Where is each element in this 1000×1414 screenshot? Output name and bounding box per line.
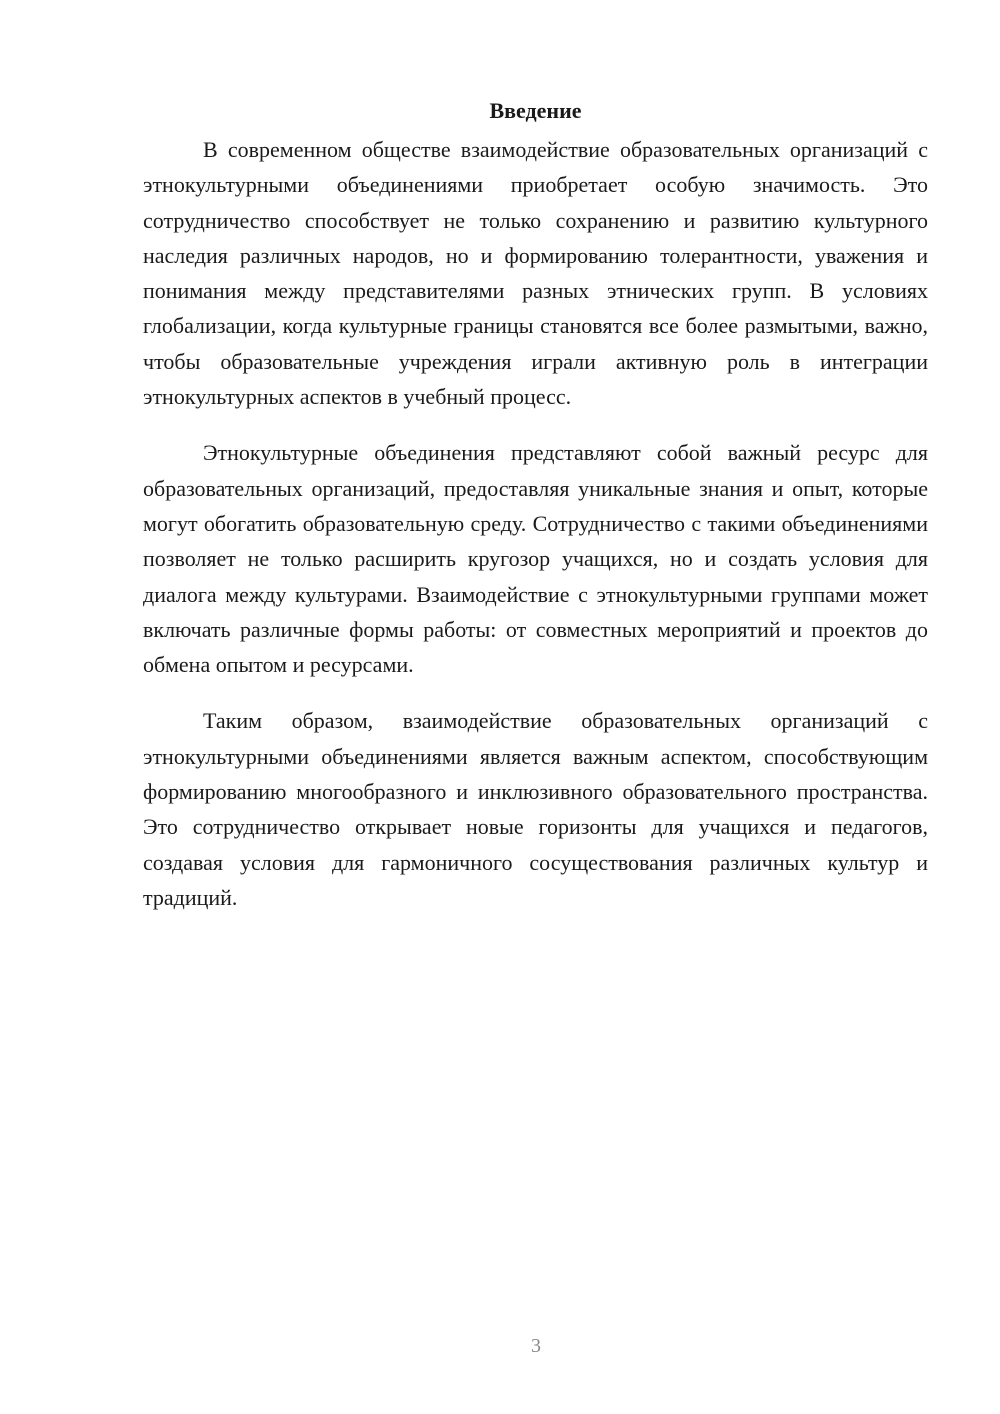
paragraph-1: В современном обществе взаимодействие образовательных организаций с этнокультурными объединениями приобретает особую значимость. Это сотрудничество способствует не только сохранению и развитию культурного наследия различных народов, но и формированию толерантности, уважения и понимания между представителями разных этнических групп. В условиях глобализации, когда культурные границы становятся все более размытыми, важно, чтобы образовательные учреждения играли активную роль в интеграции этнокультурных аспектов в учебный процесс.: [143, 137, 928, 410]
section-heading: Введение: [489, 98, 582, 123]
paragraph-2: Этнокультурные объединения представляют собой важный ресурс для образовательных организаций, предоставляя уникальные знания и опыт, которые могут обогатить образовательную среду. Сотрудничество с такими объединениями позволяет не только расширить кругозор учащихся, но и создать условия для диалога между культурами. Взаимодействие с этнокультурными группами может включать различные формы работы: от совместных мероприятий и проектов до обмена опытом и ресурсами.: [143, 440, 928, 678]
page-content: [143, 96, 928, 936]
paragraph-3: Таким образом, взаимодействие образовательных организаций с этнокультурными объединениями является важным аспектом, способствующим формированию многообразного и инклюзивного образовательного пространства. Это сотрудничество открывает новые горизонты для учащихся и педагогов, создавая условия для гармоничного сосуществования различных культур и традиций.: [143, 708, 928, 910]
page-number: 3: [531, 1335, 541, 1357]
